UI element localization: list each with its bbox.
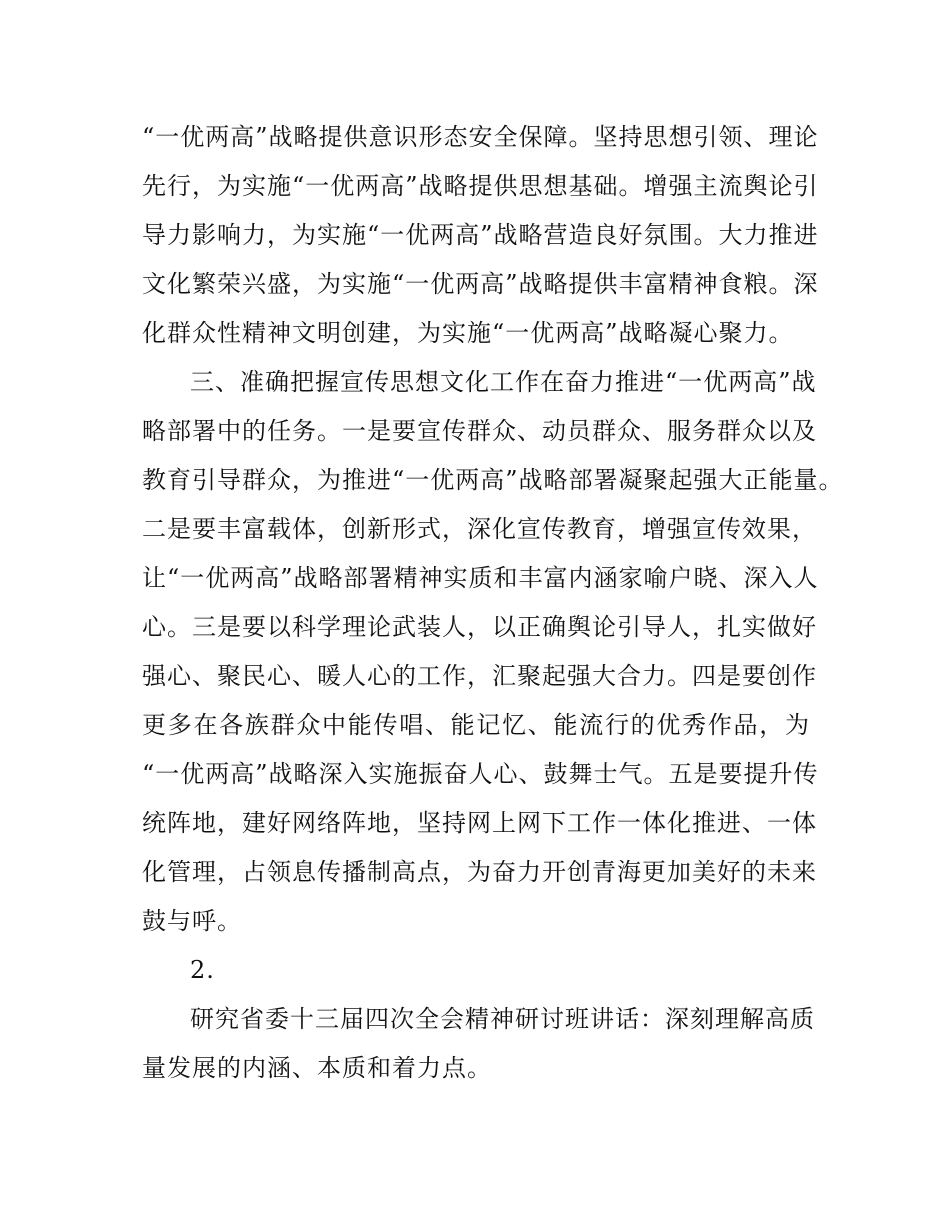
paragraph-tasks [142, 358, 844, 946]
paragraph-ideology [142, 113, 819, 358]
text-line: 统阵地，建好网络阵地，坚持网上网下工作一体化推进、一体 [142, 809, 817, 837]
text-line: 教育引导群众，为推进“一优两高”战略部署凝聚起强大正能量。 [142, 466, 844, 494]
text-line: 导力影响力，为实施“一优两高”战略营造良好氛围。大力推进 [142, 221, 819, 249]
text-line: “一优两高”战略提供意识形态安全保障。坚持思想引领、理论 [142, 123, 819, 151]
section-number: 2. [190, 956, 215, 984]
text-line: 让“一优两高”战略部署精神实质和丰富内涵家喻户晓、深入人 [142, 564, 819, 592]
text-line: 强心、聚民心、暖人心的工作，汇聚起强大合力。四是要创作 [142, 662, 817, 690]
document-body [142, 113, 844, 1093]
text-line: 化群众性精神文明创建，为实施“一优两高”战略凝心聚力。 [142, 319, 794, 347]
text-line: 三、准确把握宣传思想文化工作在奋力推进“一优两高”战 [190, 368, 817, 396]
text-line: 二是要丰富载体，创新形式，深化宣传教育，增强宣传效果， [142, 515, 817, 543]
text-line: 化管理，占领息传播制高点，为奋力开创青海更加美好的未来 [142, 858, 817, 886]
text-line: 先行，为实施“一优两高”战略提供思想基础。增强主流舆论引 [142, 172, 819, 200]
text-line: 量发展的内涵、本质和着力点。 [142, 1054, 492, 1082]
paragraph-seminar [142, 995, 815, 1093]
text-line: 更多在各族群众中能传唱、能记忆、能流行的优秀作品，为 [142, 711, 810, 739]
text-line: 文化繁荣兴盛，为实施“一优两高”战略提供丰富精神食粮。深 [142, 270, 819, 298]
section-heading [142, 946, 810, 995]
text-line: 鼓与呼。 [142, 907, 242, 935]
text-line: 心。三是要以科学理论武装人，以正确舆论引导人，扎实做好 [142, 613, 817, 641]
text-line: “一优两高”战略深入实施振奋人心、鼓舞士气。五是要提升传 [142, 760, 819, 788]
text-line: 略部署中的任务。一是要宣传群众、动员群众、服务群众以及 [142, 417, 817, 445]
text-line: 研究省委十三届四次全会精神研讨班讲话：深刻理解高质 [190, 1005, 815, 1033]
